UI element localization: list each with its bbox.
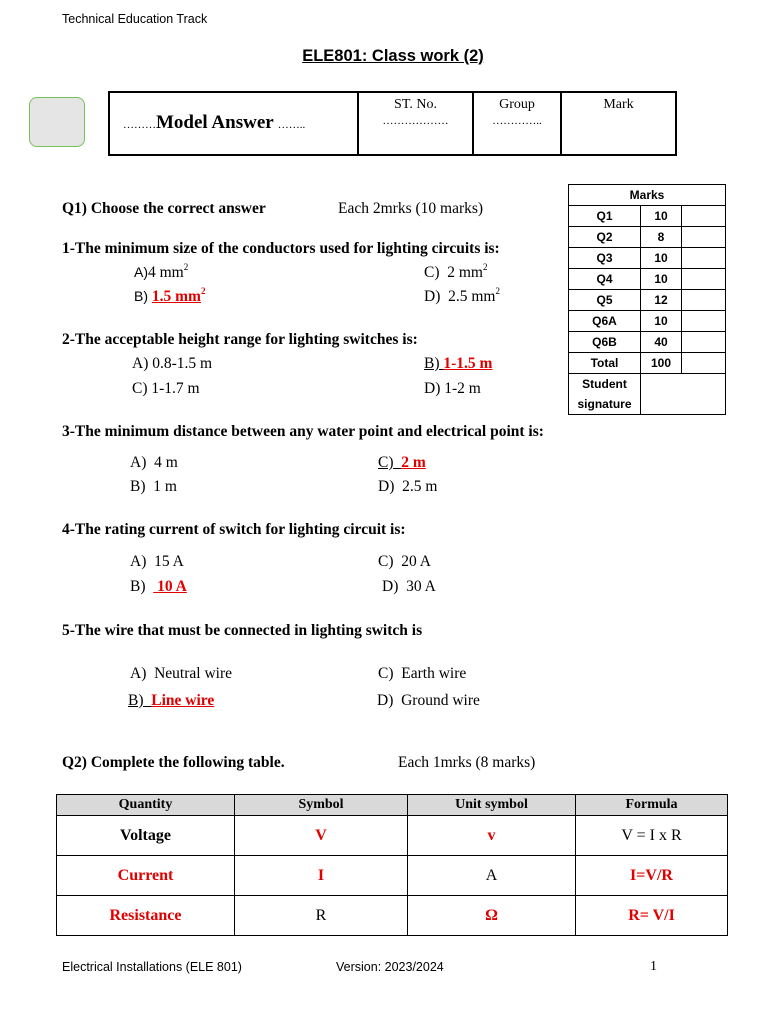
option-3a: A) 4 m: [130, 454, 178, 471]
marks-score: [682, 332, 726, 353]
student-info-table: [108, 91, 677, 156]
marks-q: Q2: [569, 227, 641, 248]
option-4c: C) 20 A: [378, 553, 431, 570]
track-label: Technical Education Track: [62, 12, 208, 26]
marks-value: 10: [641, 248, 682, 269]
header-formula: Formula: [576, 795, 728, 816]
question-2: 2-The acceptable height range for lighting switches is:: [62, 331, 418, 348]
header-quantity: Quantity: [57, 795, 235, 816]
option-3d: D) 2.5 m: [378, 478, 438, 495]
quantities-table: [56, 794, 728, 936]
mark-label: Mark: [603, 97, 634, 112]
answer-1: 1.5 mm: [151, 288, 201, 305]
cell-formula: R= V/I: [576, 896, 728, 936]
cell-formula: I=V/R: [576, 856, 728, 896]
cell-unit: v: [408, 816, 576, 856]
marks-score: [682, 269, 726, 290]
option-3b: B) 1 m: [130, 478, 177, 495]
footer-course: Electrical Installations (ELE 801): [62, 960, 242, 974]
question-5: 5-The wire that must be connected in lighting switch is: [62, 622, 423, 639]
option-4d: D) 30 A: [382, 578, 436, 595]
marks-score: [682, 248, 726, 269]
page-title: ELE801: Class work (2): [302, 47, 484, 65]
answer-3: 2 m: [401, 454, 426, 471]
group-label: Group: [499, 97, 535, 112]
cell-formula: V = I x R: [576, 816, 728, 856]
footer-version: Version: 2023/2024: [336, 960, 444, 974]
table-row: [57, 856, 728, 896]
marks-q: Q5: [569, 290, 641, 311]
cell-symbol: V: [235, 816, 408, 856]
marks-q: Q6B: [569, 332, 641, 353]
option-1a: A)4 $mm^2$: [134, 262, 189, 281]
st-no-dots: ………………: [382, 115, 449, 127]
option-1c: C) 2 $mm^2$: [424, 262, 488, 281]
option-2d: D) 1-2 m: [424, 380, 481, 397]
option-4a: A) 15 A: [130, 553, 184, 570]
option-5b: B) Line wire: [128, 692, 215, 709]
marks-score: [682, 206, 726, 227]
answer-4: 10 A: [157, 578, 187, 595]
marks-value: 10: [641, 269, 682, 290]
marks-q: Q6A: [569, 311, 641, 332]
marks-score: [682, 353, 726, 374]
cell-quantity: Voltage: [57, 816, 235, 856]
option-2a: A) 0.8-1.5 m: [132, 355, 213, 372]
marks-score: [682, 290, 726, 311]
marks-q: Q3: [569, 248, 641, 269]
st-no-label: ST. No.: [394, 97, 437, 112]
q1-marks: Each 2mrks (10 marks): [338, 200, 484, 217]
marks-value: 10: [641, 311, 682, 332]
question-4: 4-The rating current of switch for lighting circuit is:: [62, 521, 406, 538]
marks-score: [682, 227, 726, 248]
question-1: 1-The minimum size of the conductors used for lighting circuits is:: [62, 240, 500, 257]
marks-q: Q1: [569, 206, 641, 227]
marks-value: 8: [641, 227, 682, 248]
marks-value: 40: [641, 332, 682, 353]
marks-value: 100: [641, 353, 682, 374]
marks-value: 12: [641, 290, 682, 311]
name-dots-left: ………: [123, 119, 156, 131]
option-1b: B) 1.5 $mm^2$: [134, 286, 206, 305]
logo-placeholder: [29, 97, 85, 147]
student-signature-label: Student signature: [569, 374, 641, 415]
marks-value: 10: [641, 206, 682, 227]
model-answer-label: Model Answer: [156, 112, 274, 133]
marks-q: Total: [569, 353, 641, 374]
option-1d: D) 2.5 $mm^2$: [424, 286, 500, 305]
cell-symbol: R: [235, 896, 408, 936]
q1-title: Q1) Choose the correct answer: [62, 200, 266, 217]
q2-title: Q2) Complete the following table.: [62, 754, 285, 771]
q2-marks: Each 1mrks (8 marks): [398, 754, 536, 771]
cell-symbol: I: [235, 856, 408, 896]
marks-score: [682, 311, 726, 332]
option-2b: B) 1-1.5 m: [424, 355, 493, 372]
option-5a: A) Neutral wire: [130, 665, 233, 682]
marks-title: Marks: [569, 185, 726, 206]
option-2c: C) 1-1.7 m: [132, 380, 200, 397]
cell-quantity: Current: [57, 856, 235, 896]
signature-field[interactable]: [641, 374, 726, 415]
cell-quantity: Resistance: [57, 896, 235, 936]
group-cell: [473, 92, 561, 155]
answer-5: Line wire: [151, 692, 215, 709]
table-row: [57, 816, 728, 856]
header-unit-symbol: Unit symbol: [408, 795, 576, 816]
option-3c: C) 2 m: [378, 454, 426, 471]
mark-cell: [561, 92, 676, 155]
table-row: [57, 896, 728, 936]
answer-2: 1-1.5 m: [443, 355, 493, 372]
option-4b: B) 10 A: [130, 578, 187, 595]
marks-q: Q4: [569, 269, 641, 290]
question-3: 3-The minimum distance between any water point and electrical point is:: [62, 423, 544, 440]
name-cell: [109, 92, 358, 155]
cell-unit: Ω: [408, 896, 576, 936]
st-no-cell: [358, 92, 473, 155]
option-5d: D) Ground wire: [377, 692, 480, 709]
header-symbol: Symbol: [235, 795, 408, 816]
cell-unit: A: [408, 856, 576, 896]
option-5c: C) Earth wire: [378, 665, 467, 682]
marks-summary-table: [568, 184, 726, 415]
page-number: 1: [650, 959, 657, 974]
group-dots: …………..: [492, 115, 542, 127]
name-dots-right: ……..: [277, 119, 306, 131]
